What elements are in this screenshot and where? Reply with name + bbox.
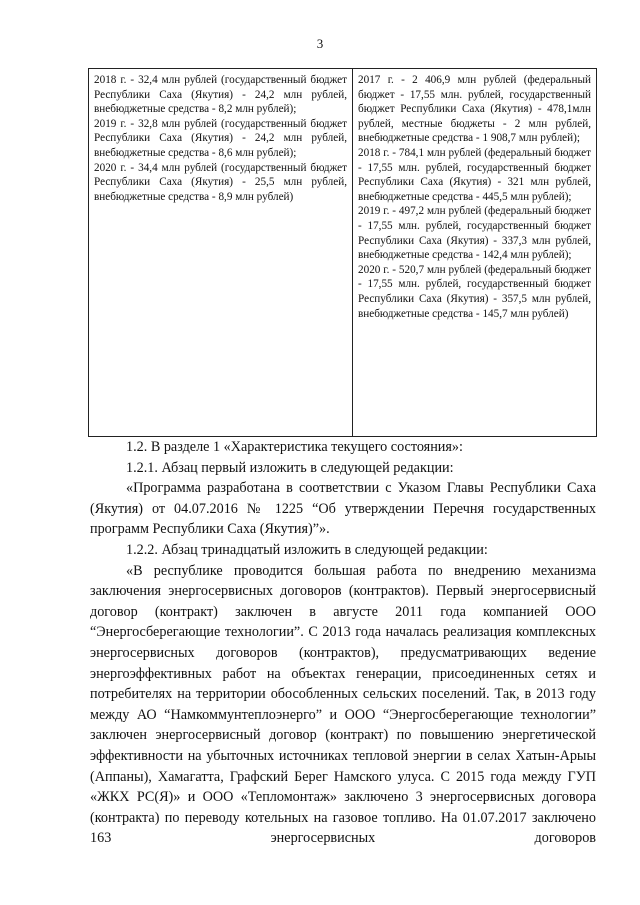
funding-entry: 2018 г. - 32,4 млн рублей (государственный бюджет Республики Саха (Якутия) - 24,2 млн рублей, внебюджетные средства - 8,2 млн рублей);: [94, 74, 347, 116]
amendment-quote: «В республике проводится большая работа по внедрению механизма заключения энергосервисных договоров (контрактов). Первый энергосервисный договор (контракт) заключен в августе 2011 года компанией ООО “Энергосберегающие технологии”. С 2013 года началась реализация комплексных энергосервисных договоров (контрактов), предусматривающих ведение энергоэффективных работ на объектах генерации, присоединенных сетях и потребителях на территории обособленных сельских поселений. Так, в 2013 году между АО “Намкоммунтеплоэнерго” и ООО “Энергосберегающие технологии” заключен энергосервисный договор (контракт) по повышению энергетической эффективности на убыточных источниках тепловой энергии в селах Хатын-Арыы (Аппаны), Хамагатта, Графский Берег Намского улуса. С 2015 года между ГУП «ЖКХ РС(Я)» и ООО «Тепломонтаж» заключено 3 энергосервисных договора (контракта) по переводу котельных на газовое топливо. На 01.07.2017 заключено 163 энергосервисных договоров: [90, 562, 596, 847]
page-number: 3: [316, 36, 324, 51]
amendment-item: 1.2.1. Абзац первый изложить в следующей редакции:: [126, 459, 454, 476]
amendment-quote: «Программа разработана в соответствии с Указом Главы Республики Саха (Якутия) от 04.07.2016 № 1225 “Об утверждении Перечня государственных программ Республики Саха (Якутия)”».: [90, 480, 596, 538]
table-row: [89, 69, 597, 437]
funding-entry: 2020 г. - 520,7 млн рублей (федеральный бюджет - 17,55 млн. рублей, государственный бюджет Республики Саха (Якутия) - 357,5 млн рублей, внебюджетные средства - 145,7 млн рублей): [358, 263, 591, 320]
section-heading: 1.2. В разделе 1 «Характеристика текущего состояния»:: [126, 439, 463, 455]
budget-table: [88, 68, 597, 437]
funding-entry: 2019 г. - 32,8 млн рублей (государственный бюджет Республики Саха (Якутия) - 24,2 млн рублей, внебюджетные средства - 8,6 млн рублей);: [94, 117, 347, 159]
funding-entry: 2020 г. - 34,4 млн рублей (государственный бюджет Республики Саха (Якутия) - 25,5 млн рублей, внебюджетные средства - 8,9 млн рублей): [94, 161, 347, 203]
table-cell-total-funding: [353, 69, 597, 437]
funding-entry: 2017 г. - 2 406,9 млн рублей (федеральный бюджет - 17,55 млн. рублей, государственный бюджет Республики Саха (Якутия) - 478,1млн рублей, местные бюджеты - 2 млн рублей, внебюджетные средства - 1 908,7 млн рублей);: [358, 74, 591, 145]
document-body: [90, 437, 596, 849]
amendment-item: 1.2.2. Абзац тринадцатый изложить в следующей редакции:: [126, 541, 488, 558]
funding-entry: 2018 г. - 784,1 млн рублей (федеральный бюджет - 17,55 млн. рублей, государственный бюджет Республики Саха (Якутия) - 321 млн рублей, внебюджетные средства - 445,5 млн рублей);: [358, 146, 591, 203]
funding-entry: 2019 г. - 497,2 млн рублей (федеральный бюджет - 17,55 млн. рублей, государственный бюджет Республики Саха (Якутия) - 337,3 млн рублей, внебюджетные средства - 142,4 млн рублей);: [358, 205, 591, 262]
table-cell-regional-funding: [89, 69, 353, 437]
